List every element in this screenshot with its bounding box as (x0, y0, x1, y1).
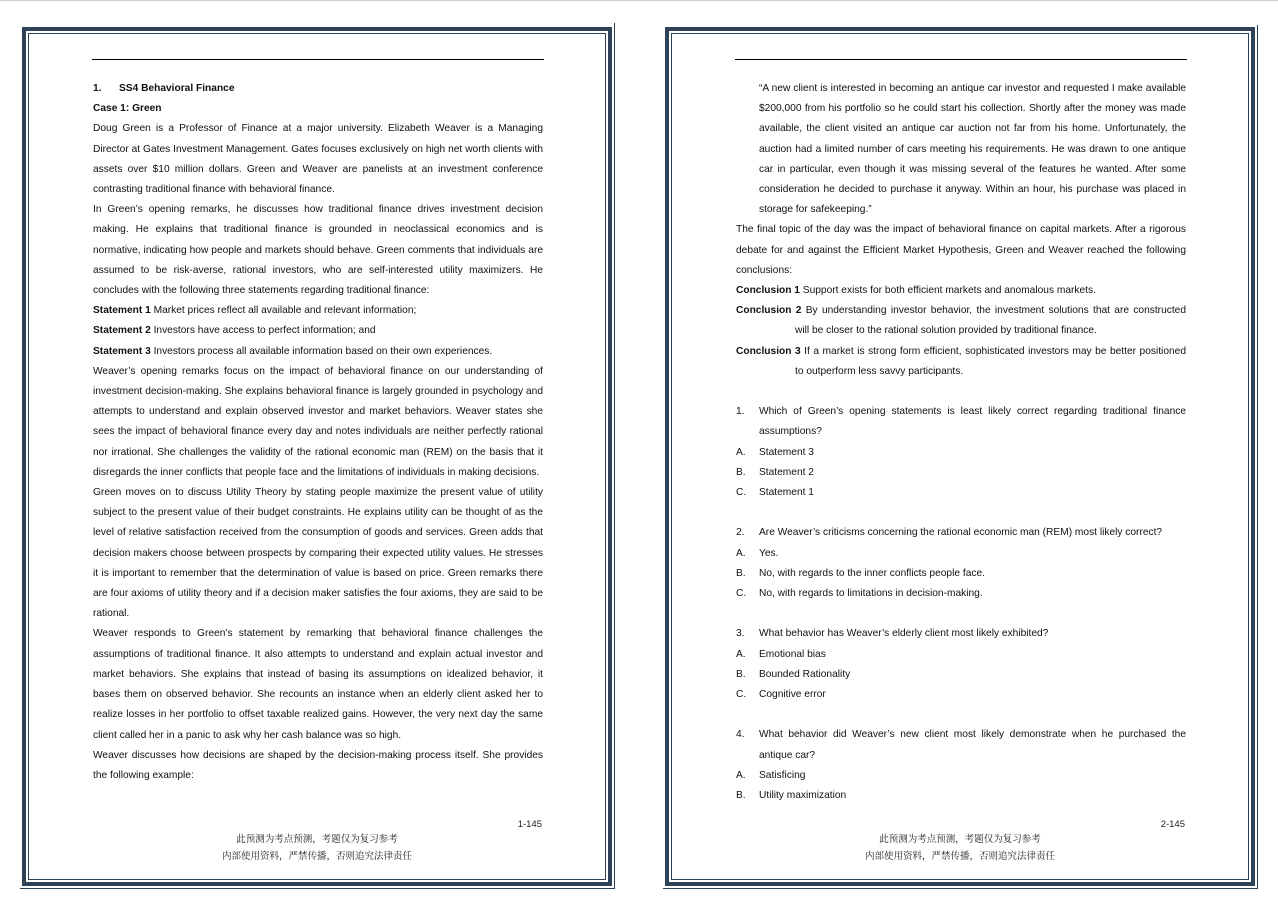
option-letter: C. (736, 689, 747, 701)
header-rule (735, 59, 1187, 60)
answer-option[interactable] (736, 564, 1186, 584)
answer-option[interactable] (736, 544, 1186, 564)
paragraph: Weaver discusses how decisions are shaped by the decision-making process itself. She provides the following example: (93, 749, 543, 781)
option-letter: A. (736, 547, 746, 559)
statement-3 (93, 342, 543, 362)
page-1-content (93, 79, 543, 786)
answer-option[interactable] (736, 665, 1186, 685)
conclusion-text: If a market is strong form efficient, sophisticated investors may be better positioned to outperform less savvy participants. (795, 345, 1186, 377)
option-text: Bounded Rationality (759, 668, 851, 680)
page-border-shadow-bottom (20, 888, 615, 889)
question-text: Are Weaver’s criticisms concerning the rational economic man (REM) most likely correct? (759, 527, 1163, 539)
section-number: 1. (93, 83, 102, 94)
section-heading (93, 79, 543, 99)
conclusion-label: Conclusion 1 (736, 285, 800, 297)
page-2-content (736, 79, 1186, 806)
question-number: 1. (736, 406, 745, 418)
document-page-1 (22, 27, 612, 886)
viewer-top-edge (0, 0, 1278, 1)
paragraph: Weaver responds to Green’s statement by remarking that behavioral finance challenges the assumptions of traditional finance. It also attempts to understand and explain actual investor and market behaviors. She explains that instead of basing its assumptions on idealized behavior, it bases them on observed behavior. She recounts an instance when an elderly client asked her to realize losses in her portfolio to offset taxable realized gains. However, the very next day the same client called her in a panic to ask why her cash balance was so high. (93, 628, 543, 741)
question-text: Which of Green’s opening statements is least likely correct regarding traditional finance assumptions? (759, 406, 1186, 438)
page-number: 1-145 (517, 819, 542, 830)
footer-line-1: 此预测为考点预测，考题仅为复习参考 (879, 834, 1041, 845)
answer-option[interactable] (736, 443, 1186, 463)
option-letter: C. (736, 487, 747, 499)
conclusion-label: Conclusion 2 (736, 305, 802, 317)
option-letter: A. (736, 648, 746, 660)
option-letter: B. (736, 466, 746, 478)
option-text: Yes. (759, 547, 779, 559)
option-letter: C. (736, 588, 747, 600)
answer-option[interactable] (736, 766, 1186, 786)
option-text: Cognitive error (759, 689, 826, 701)
question-3 (736, 624, 1186, 644)
option-letter: A. (736, 769, 746, 781)
paragraph: In Green’s opening remarks, he discusses how traditional finance drives investment decision making. He explains that traditional finance is grounded in neoclassical economics and is normative, indicating how people and markets should behave. Green comments that individuals are assumed to be risk-averse, rational investors, who are self-interested utility maximizers. He concludes with the following three statements regarding traditional finance: (93, 204, 543, 297)
statement-text: Market prices reflect all available and relevant information; (150, 305, 417, 317)
statement-1 (93, 301, 543, 321)
page-border-shadow-bottom (663, 888, 1258, 889)
question-text: What behavior has Weaver’s elderly client most likely exhibited? (759, 628, 1049, 640)
answer-option[interactable] (736, 463, 1186, 483)
answer-option[interactable] (736, 483, 1186, 503)
conclusion-text: By understanding investor behavior, the investment solutions that are constructed will be closer to the rational solution provided by traditional finance. (795, 305, 1186, 337)
statement-text: Investors process all available information based on their own experiences. (150, 345, 493, 357)
option-text: Statement 1 (759, 487, 814, 499)
footer-line-2: 内部使用资料，严禁传播，否则追究法律责任 (864, 850, 1055, 862)
page-number: 2-145 (1160, 819, 1185, 830)
statement-label: Statement 1 (93, 305, 151, 317)
question-1 (736, 402, 1186, 442)
paragraph: Doug Green is a Professor of Finance at a major university. Elizabeth Weaver is a Managing Director at Gates Investment Management. Gates focuses exclusively on high net worth clients with assets over $10 million dollars. Green and Weaver are panelists at an investment conference contrasting traditional finance with behavioral finance. (93, 123, 543, 196)
statement-label: Statement 2 (93, 325, 151, 337)
example-quote: “A new client is interested in becoming an antique car investor and requested I make available $200,000 from his portfolio so he could start his collection. Shortly after the money was made available, the client visited an antique car auction not far from his home. Unfortunately, the auction had a limited number of cars meeting his requirements. He was drawn to one antique car in particular, even though it was missing several of the features he wanted. After some consideration he decided to purchase it anyway. Within an hour, his purchase was placed in storage for safekeeping.” (759, 83, 1186, 216)
conclusion-3 (736, 342, 1186, 382)
section-title: SS4 Behavioral Finance (119, 83, 235, 94)
header-rule (92, 59, 544, 60)
answer-option[interactable] (736, 584, 1186, 604)
question-2 (736, 523, 1186, 543)
conclusion-label: Conclusion 3 (736, 345, 801, 357)
paragraph: Weaver’s opening remarks focus on the impact of behavioral finance on our understanding of investment decision-making. She explains behavioral finance is largely grounded in psychology and attempts to understand and explain observed investor and market behaviors. Weaver states she sees the impact of behavioral finance every day and notes individuals are neither perfectly rational nor irrational. She challenges the validity of the rational economic man (REM) on the basis that it disregards the inner conflicts that people face and the limitations of individuals in making decisions. (93, 365, 543, 478)
conclusion-2 (736, 301, 1186, 341)
option-text: Emotional bias (759, 648, 826, 660)
question-text: What behavior did Weaver’s new client most likely demonstrate when he purchased the antique car? (759, 729, 1186, 761)
option-text: Satisficing (759, 769, 806, 781)
question-4 (736, 725, 1186, 765)
question-number: 2. (736, 527, 745, 539)
answer-option[interactable] (736, 786, 1186, 806)
option-letter: B. (736, 668, 746, 680)
option-text: Utility maximization (759, 790, 847, 802)
statement-label: Statement 3 (93, 345, 151, 357)
option-text: No, with regards to limitations in decision-making. (759, 588, 983, 600)
option-text: Statement 3 (759, 446, 814, 458)
answer-option[interactable] (736, 645, 1186, 665)
page-footer (22, 832, 612, 865)
question-number: 3. (736, 628, 745, 640)
question-number: 4. (736, 729, 745, 741)
footer-line-2: 内部使用资料，严禁传播，否则追究法律责任 (221, 850, 412, 862)
conclusion-1 (736, 281, 1186, 301)
case-title: Case 1: Green (93, 103, 162, 115)
footer-line-1: 此预测为考点预测，考题仅为复习参考 (236, 834, 398, 845)
paragraph: The final topic of the day was the impact of behavioral finance on capital markets. After a rigorous debate for and against the Efficient Market Hypothesis, Green and Weaver reached the following conclusions: (736, 224, 1186, 276)
page-border-shadow-right (1257, 25, 1258, 889)
answer-option[interactable] (736, 685, 1186, 705)
option-letter: A. (736, 446, 746, 458)
statement-2 (93, 321, 543, 341)
statement-text: Investors have access to perfect information; and (150, 325, 376, 337)
option-letter: B. (736, 567, 746, 579)
paragraph: Green moves on to discuss Utility Theory by stating people maximize the present value of utility subject to the present value of their budget constraints. He explains utility can be thought of as the level of relative satisfaction received from the consumption of goods and services. Green adds that decision makers choose between prospects by comparing their expected utility values. He stresses it is important to remember that the determination of value is based on price. Green remarks there are four axioms of utility theory and if a decision maker satisfies the four axioms, they are said to be rational. (93, 487, 543, 620)
option-text: Statement 2 (759, 466, 814, 478)
option-text: No, with regards to the inner conflicts people face. (759, 567, 985, 579)
option-letter: B. (736, 790, 746, 802)
conclusion-text: Support exists for both efficient markets and anomalous markets. (799, 285, 1096, 297)
page-border-shadow-right (614, 23, 615, 889)
document-page-2 (665, 27, 1255, 886)
page-footer (665, 832, 1255, 865)
